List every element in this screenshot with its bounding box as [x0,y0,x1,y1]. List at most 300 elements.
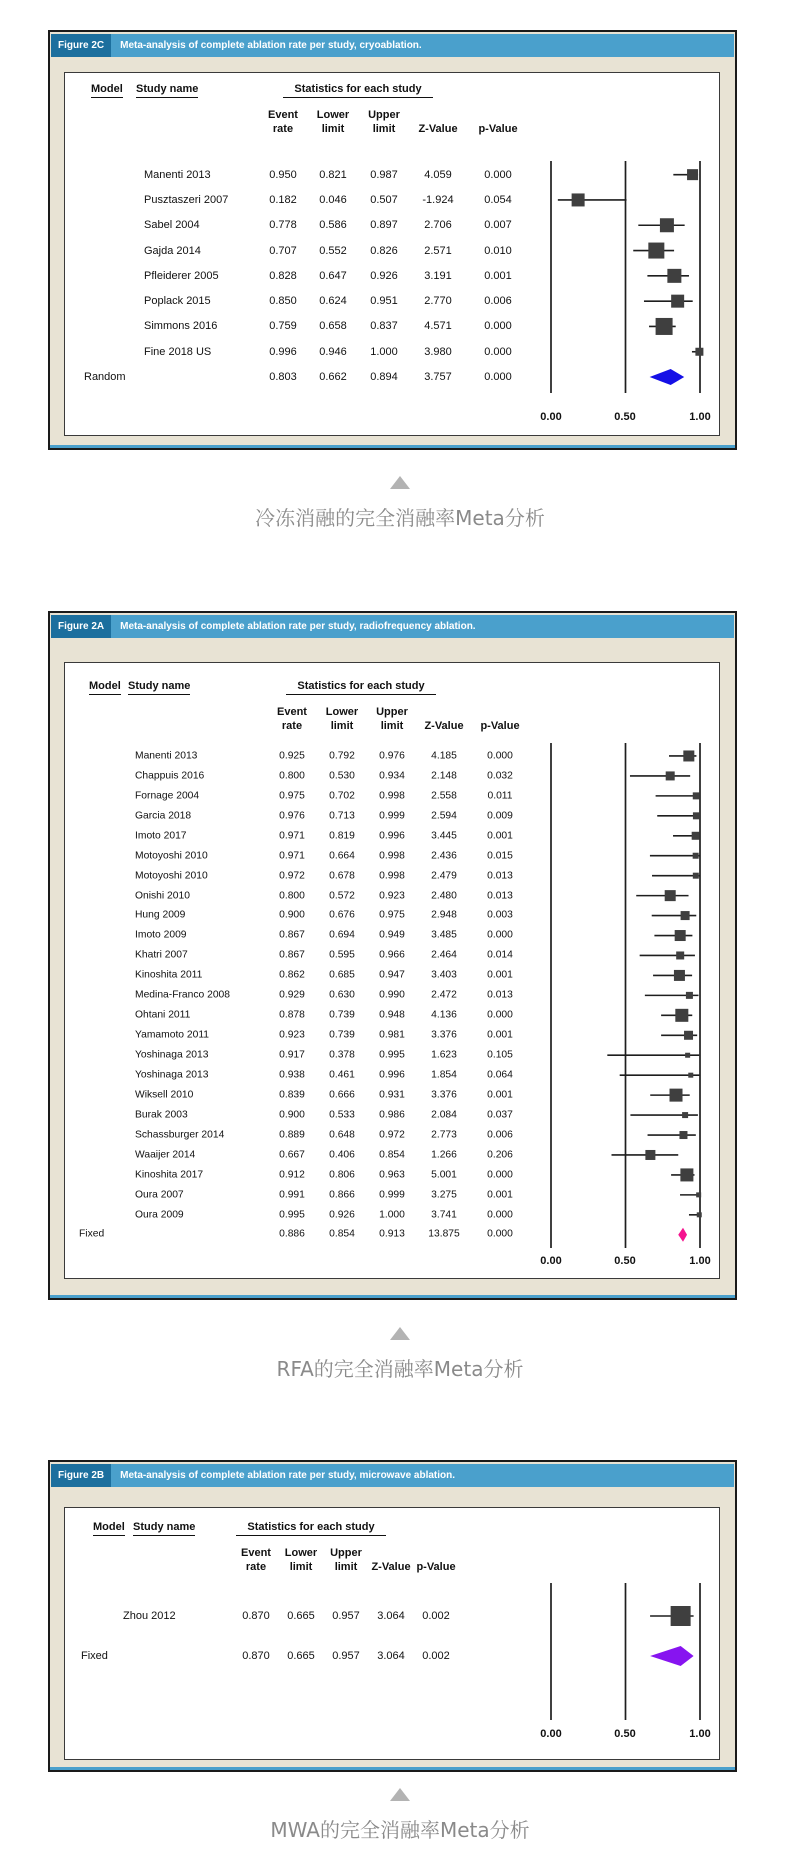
lower-limit-cell: 0.664 [329,850,355,862]
p-value-cell: 0.000 [487,750,513,762]
figure-header-bar [51,1464,734,1487]
upper-limit-cell: 0.990 [379,989,405,1001]
up-triangle-icon [0,1788,800,1801]
column-header-lower: Lower [284,1547,318,1559]
table-row [65,826,719,846]
table-row [65,162,719,187]
z-value-cell: 2.480 [431,890,457,902]
event-rate-cell: 0.995 [279,1209,305,1221]
p-value-cell: 0.010 [484,244,512,257]
column-header-rate: rate [272,123,294,135]
axis-tick: 0.00 [540,1728,562,1740]
z-value-cell: 3.275 [431,1189,457,1201]
upper-limit-cell: 0.949 [379,929,405,941]
event-rate-cell: 0.778 [269,219,297,232]
figure-header-bar [51,615,734,638]
p-value-cell: 0.001 [487,1189,513,1201]
p-value-cell: 0.002 [422,1650,450,1662]
column-header-z-value: Z-Value [424,720,464,732]
p-value-cell: 0.013 [487,870,513,882]
p-value-cell: 0.006 [484,295,512,308]
column-header-model: Model [91,83,123,98]
z-value-cell: 3.980 [424,345,452,358]
lower-limit-cell: 0.378 [329,1049,355,1061]
lower-limit-cell: 0.666 [329,1089,355,1101]
column-header-statistics: Statistics for each study [236,1521,386,1536]
p-value-cell: 0.206 [487,1149,513,1161]
study-name-cell: Kinoshita 2011 [135,969,203,981]
model-cell: Fixed [81,1650,108,1662]
upper-limit-cell: 0.957 [332,1650,360,1662]
column-header-upper: Upper [330,1547,362,1559]
column-header-p-value: p-Value [480,720,520,732]
study-name-cell: Pfleiderer 2005 [144,269,219,282]
p-value-cell: 0.015 [487,850,513,862]
upper-limit-cell: 0.931 [379,1089,405,1101]
upper-limit-cell: 0.894 [370,371,398,384]
event-rate-cell: 0.867 [279,949,305,961]
event-rate-cell: 0.878 [279,1009,305,1021]
study-name-cell: Khatri 2007 [135,949,188,961]
table-row [65,1065,719,1085]
study-name-cell: Hung 2009 [135,909,186,921]
column-header-limit: limit [334,1561,358,1573]
event-rate-cell: 0.971 [279,850,305,862]
p-value-cell: 0.105 [487,1049,513,1061]
p-value-cell: 0.011 [487,790,513,802]
event-rate-cell: 0.976 [279,810,305,822]
table-row [65,1225,719,1245]
upper-limit-cell: 0.897 [370,219,398,232]
upper-limit-cell: 0.966 [379,949,405,961]
p-value-cell: 0.037 [487,1109,513,1121]
table-row [65,1125,719,1145]
upper-limit-cell: 0.996 [379,1069,405,1081]
event-rate-cell: 0.803 [269,371,297,384]
upper-limit-cell: 0.975 [379,909,405,921]
event-rate-cell: 0.912 [279,1169,305,1181]
figure-body [64,662,720,1279]
table-row [65,806,719,826]
study-name-cell: Wiksell 2010 [135,1089,194,1101]
p-value-cell: 0.003 [487,909,513,921]
lower-limit-cell: 0.595 [329,949,355,961]
z-value-cell: 2.571 [424,244,452,257]
event-rate-cell: 0.972 [279,870,305,882]
lower-limit-cell: 0.676 [329,909,355,921]
lower-limit-cell: 0.586 [319,219,347,232]
table-row [65,1025,719,1045]
p-value-cell: 0.000 [487,929,513,941]
lower-limit-cell: 0.552 [319,244,347,257]
p-value-cell: 0.000 [484,371,512,384]
z-value-cell: 3.485 [431,929,457,941]
study-name-cell: Fine 2018 US [144,345,212,358]
z-value-cell: 3.376 [431,1029,457,1041]
column-header-limit: limit [321,123,345,135]
study-name-cell: Yoshinaga 2013 [135,1069,209,1081]
column-header-statistics: Statistics for each study [283,83,433,98]
column-header-rate: rate [281,720,303,732]
study-name-cell: Motoyoshi 2010 [135,850,208,862]
event-rate-cell: 0.929 [279,989,305,1001]
table-rows [65,746,719,1244]
event-rate-cell: 0.900 [279,1109,305,1121]
z-value-cell: 2.479 [431,870,457,882]
p-value-cell: 0.007 [484,219,512,232]
lower-limit-cell: 0.665 [287,1610,315,1622]
upper-limit-cell: 0.998 [379,870,405,882]
study-name-cell: Simmons 2016 [144,320,218,333]
z-value-cell: 2.472 [431,989,457,1001]
column-header-study: Study name [136,83,198,98]
model-cell: Fixed [79,1228,105,1240]
lower-limit-cell: 0.658 [319,320,347,333]
z-value-cell: 4.059 [424,168,452,181]
event-rate-cell: 0.991 [279,1189,305,1201]
p-value-cell: 0.001 [487,1029,513,1041]
axis-tick: 0.50 [614,411,636,423]
table-row [65,965,719,985]
lower-limit-cell: 0.533 [329,1109,355,1121]
axis-tick: 0.00 [540,1255,562,1267]
table-row [65,925,719,945]
lower-limit-cell: 0.685 [329,969,355,981]
axis-tick: 0.50 [614,1728,636,1740]
study-name-cell: Schassburger 2014 [135,1129,225,1141]
table-rows [65,162,719,390]
upper-limit-cell: 0.507 [370,193,398,206]
event-rate-cell: 0.971 [279,830,305,842]
upper-limit-cell: 0.995 [379,1049,405,1061]
lower-limit-cell: 0.678 [329,870,355,882]
table-row [65,1085,719,1105]
axis-tick: 1.00 [689,1255,711,1267]
model-cell: Random [84,371,126,384]
study-name-cell: Zhou 2012 [123,1610,176,1622]
z-value-cell: 2.558 [431,790,457,802]
study-name-cell: Garcia 2018 [135,810,192,822]
upper-limit-cell: 0.913 [379,1228,405,1240]
lower-limit-cell: 0.739 [329,1009,355,1021]
p-value-cell: 0.001 [484,269,512,282]
upper-limit-cell: 0.934 [379,770,405,782]
study-name-cell: Oura 2009 [135,1209,184,1221]
table-row [65,1205,719,1225]
figure-body [64,72,720,436]
column-header-lower: Lower [316,109,350,121]
study-name-cell: Onishi 2010 [135,890,190,902]
table-row [65,746,719,766]
lower-limit-cell: 0.854 [329,1228,355,1240]
figure-tag: Figure 2A [51,615,111,638]
p-value-cell: 0.013 [487,890,513,902]
figure-tag: Figure 2B [51,1464,111,1487]
figure-tag: Figure 2C [51,34,111,57]
z-value-cell: 2.084 [431,1109,457,1121]
upper-limit-cell: 0.951 [370,295,398,308]
study-name-cell: Manenti 2013 [135,750,198,762]
p-value-cell: 0.000 [487,1009,513,1021]
figure-title: Meta-analysis of complete ablation rate per study, microwave ablation. [120,1470,456,1481]
lower-limit-cell: 0.648 [329,1129,355,1141]
upper-limit-cell: 0.996 [379,830,405,842]
figure-panel-2c [48,30,737,450]
table-row [65,1045,719,1065]
column-header-study: Study name [128,680,190,695]
p-value-cell: 0.013 [487,989,513,1001]
upper-limit-cell: 0.926 [370,269,398,282]
study-name-cell: Burak 2003 [135,1109,188,1121]
study-name-cell: Fornage 2004 [135,790,200,802]
event-rate-cell: 0.975 [279,790,305,802]
lower-limit-cell: 0.821 [319,168,347,181]
column-header-upper: Upper [376,706,408,718]
study-name-cell: Oura 2007 [135,1189,184,1201]
z-value-cell: 13.875 [428,1228,460,1240]
figure-caption: RFA的完全消融率Meta分析 [276,1357,524,1381]
table-row [65,1636,719,1676]
axis-tick: 0.50 [614,1255,636,1267]
upper-limit-cell: 0.998 [379,850,405,862]
p-value-cell: 0.000 [487,1169,513,1181]
p-value-cell: 0.014 [487,949,513,961]
column-header-statistics: Statistics for each study [286,680,436,695]
study-name-cell: Chappuis 2016 [135,770,205,782]
upper-limit-cell: 0.981 [379,1029,405,1041]
study-name-cell: Waaijer 2014 [135,1149,196,1161]
upper-limit-cell: 0.999 [379,810,405,822]
p-value-cell: 0.032 [487,770,513,782]
p-value-cell: 0.009 [487,810,513,822]
table-row [65,1105,719,1125]
column-header-event: Event [277,706,307,718]
z-value-cell: 3.445 [431,830,457,842]
table-row [65,786,719,806]
figure-body [64,1507,720,1760]
axis-tick: 0.00 [540,411,562,423]
table-row [65,846,719,866]
table-row [65,1596,719,1636]
figure-header-bar [51,34,734,57]
lower-limit-cell: 0.662 [319,371,347,384]
event-rate-cell: 0.996 [269,345,297,358]
lower-limit-cell: 0.630 [329,989,355,1001]
table-rows [65,1596,719,1676]
upper-limit-cell: 0.998 [379,790,405,802]
z-value-cell: 1.623 [431,1049,457,1061]
z-value-cell: 4.571 [424,320,452,333]
lower-limit-cell: 0.647 [319,269,347,282]
z-value-cell: 2.594 [431,810,457,822]
table-row [65,886,719,906]
column-header-model: Model [89,680,121,695]
upper-limit-cell: 0.923 [379,890,405,902]
study-name-cell: Gajda 2014 [144,244,201,257]
p-value-cell: 0.006 [487,1129,513,1141]
z-value-cell: 2.948 [431,909,457,921]
event-rate-cell: 0.667 [279,1149,305,1161]
table-row [65,1145,719,1165]
z-value-cell: 3.376 [431,1089,457,1101]
z-value-cell: 5.001 [431,1169,457,1181]
z-value-cell: 2.706 [424,219,452,232]
z-value-cell: 1.266 [431,1149,457,1161]
event-rate-cell: 0.800 [279,770,305,782]
column-header-p-value: p-Value [416,1561,456,1573]
table-row [65,866,719,886]
event-rate-cell: 0.839 [279,1089,305,1101]
upper-limit-cell: 0.837 [370,320,398,333]
study-name-cell: Yoshinaga 2013 [135,1049,209,1061]
lower-limit-cell: 0.461 [329,1069,355,1081]
column-header-p-value: p-Value [478,123,518,135]
column-header-event: Event [268,109,298,121]
lower-limit-cell: 0.702 [329,790,355,802]
z-value-cell: 2.770 [424,295,452,308]
table-row [65,187,719,212]
z-value-cell: 2.464 [431,949,457,961]
event-rate-cell: 0.759 [269,320,297,333]
lower-limit-cell: 0.665 [287,1650,315,1662]
upper-limit-cell: 0.963 [379,1169,405,1181]
upper-limit-cell: 0.987 [370,168,398,181]
up-triangle-icon [0,476,800,489]
table-row [65,314,719,339]
upper-limit-cell: 0.854 [379,1149,405,1161]
column-header-limit: limit [330,720,354,732]
column-header-model: Model [93,1521,125,1536]
upper-limit-cell: 0.947 [379,969,405,981]
lower-limit-cell: 0.806 [329,1169,355,1181]
lower-limit-cell: 0.866 [329,1189,355,1201]
event-rate-cell: 0.870 [242,1610,270,1622]
z-value-cell: 1.854 [431,1069,457,1081]
upper-limit-cell: 0.999 [379,1189,405,1201]
p-value-cell: 0.000 [487,1228,513,1240]
table-row [65,906,719,926]
axis-tick: 1.00 [689,1728,711,1740]
lower-limit-cell: 0.694 [329,929,355,941]
figure-title: Meta-analysis of complete ablation rate per study, cryoablation. [120,40,422,51]
figure-caption: 冷冻消融的完全消融率Meta分析 [255,506,545,530]
table-row [65,1005,719,1025]
p-value-cell: 0.002 [422,1610,450,1622]
z-value-cell: 2.436 [431,850,457,862]
event-rate-cell: 0.917 [279,1049,305,1061]
lower-limit-cell: 0.713 [329,810,355,822]
table-row [65,985,719,1005]
lower-limit-cell: 0.406 [329,1149,355,1161]
event-rate-cell: 0.889 [279,1129,305,1141]
event-rate-cell: 0.886 [279,1228,305,1240]
z-value-cell: 3.064 [377,1650,405,1662]
event-rate-cell: 0.900 [279,909,305,921]
figure-caption: MWA的完全消融率Meta分析 [270,1818,530,1842]
column-header-z-value: Z-Value [418,123,458,135]
event-rate-cell: 0.707 [269,244,297,257]
event-rate-cell: 0.828 [269,269,297,282]
p-value-cell: 0.000 [484,168,512,181]
z-value-cell: 3.191 [424,269,452,282]
table-row [65,1165,719,1185]
study-name-cell: Motoyoshi 2010 [135,870,208,882]
event-rate-cell: 0.925 [279,750,305,762]
table-row [65,238,719,263]
study-name-cell: Kinoshita 2017 [135,1169,204,1181]
study-name-cell: Imoto 2009 [135,929,187,941]
figure-panel-2a [48,611,737,1300]
p-value-cell: 0.001 [487,1089,513,1101]
study-name-cell: Medina-Franco 2008 [135,989,231,1001]
p-value-cell: 0.000 [487,1209,513,1221]
event-rate-cell: 0.923 [279,1029,305,1041]
figure-panel-2b [48,1460,737,1772]
z-value-cell: 3.757 [424,371,452,384]
study-name-cell: Poplack 2015 [144,295,211,308]
table-row [65,263,719,288]
event-rate-cell: 0.850 [269,295,297,308]
event-rate-cell: 0.870 [242,1650,270,1662]
p-value-cell: 0.001 [487,969,513,981]
table-row [65,288,719,313]
upper-limit-cell: 1.000 [370,345,398,358]
column-header-limit: limit [289,1561,313,1573]
upper-limit-cell: 0.972 [379,1129,405,1141]
lower-limit-cell: 0.792 [329,750,355,762]
upper-limit-cell: 0.826 [370,244,398,257]
column-header-upper: Upper [368,109,400,121]
event-rate-cell: 0.862 [279,969,305,981]
z-value-cell: 3.741 [431,1209,457,1221]
lower-limit-cell: 0.739 [329,1029,355,1041]
up-triangle-icon [0,1327,800,1340]
lower-limit-cell: 0.946 [319,345,347,358]
column-header-limit: limit [380,720,404,732]
lower-limit-cell: 0.819 [329,830,355,842]
p-value-cell: 0.064 [487,1069,513,1081]
study-name-cell: Pusztaszeri 2007 [144,193,229,206]
table-row [65,1185,719,1205]
z-value-cell: 4.185 [431,750,457,762]
z-value-cell: 2.148 [431,770,457,782]
study-name-cell: Ohtani 2011 [135,1009,191,1021]
figure-title: Meta-analysis of complete ablation rate per study, radiofrequency ablation. [120,621,476,632]
p-value-cell: 0.000 [484,345,512,358]
z-value-cell: 4.136 [431,1009,457,1021]
study-name-cell: Sabel 2004 [144,219,200,232]
column-header-z-value: Z-Value [371,1561,411,1573]
z-value-cell: -1.924 [422,193,454,206]
event-rate-cell: 0.938 [279,1069,305,1081]
study-name-cell: Yamamoto 2011 [135,1029,210,1041]
event-rate-cell: 0.950 [269,168,297,181]
lower-limit-cell: 0.530 [329,770,355,782]
event-rate-cell: 0.867 [279,929,305,941]
upper-limit-cell: 0.986 [379,1109,405,1121]
z-value-cell: 3.403 [431,969,457,981]
column-header-event: Event [241,1547,271,1559]
upper-limit-cell: 0.976 [379,750,405,762]
table-row [65,213,719,238]
axis-tick: 1.00 [689,411,711,423]
z-value-cell: 3.064 [377,1610,405,1622]
p-value-cell: 0.000 [484,320,512,333]
lower-limit-cell: 0.926 [329,1209,355,1221]
column-header-limit: limit [372,123,396,135]
table-row [65,945,719,965]
p-value-cell: 0.001 [487,830,513,842]
